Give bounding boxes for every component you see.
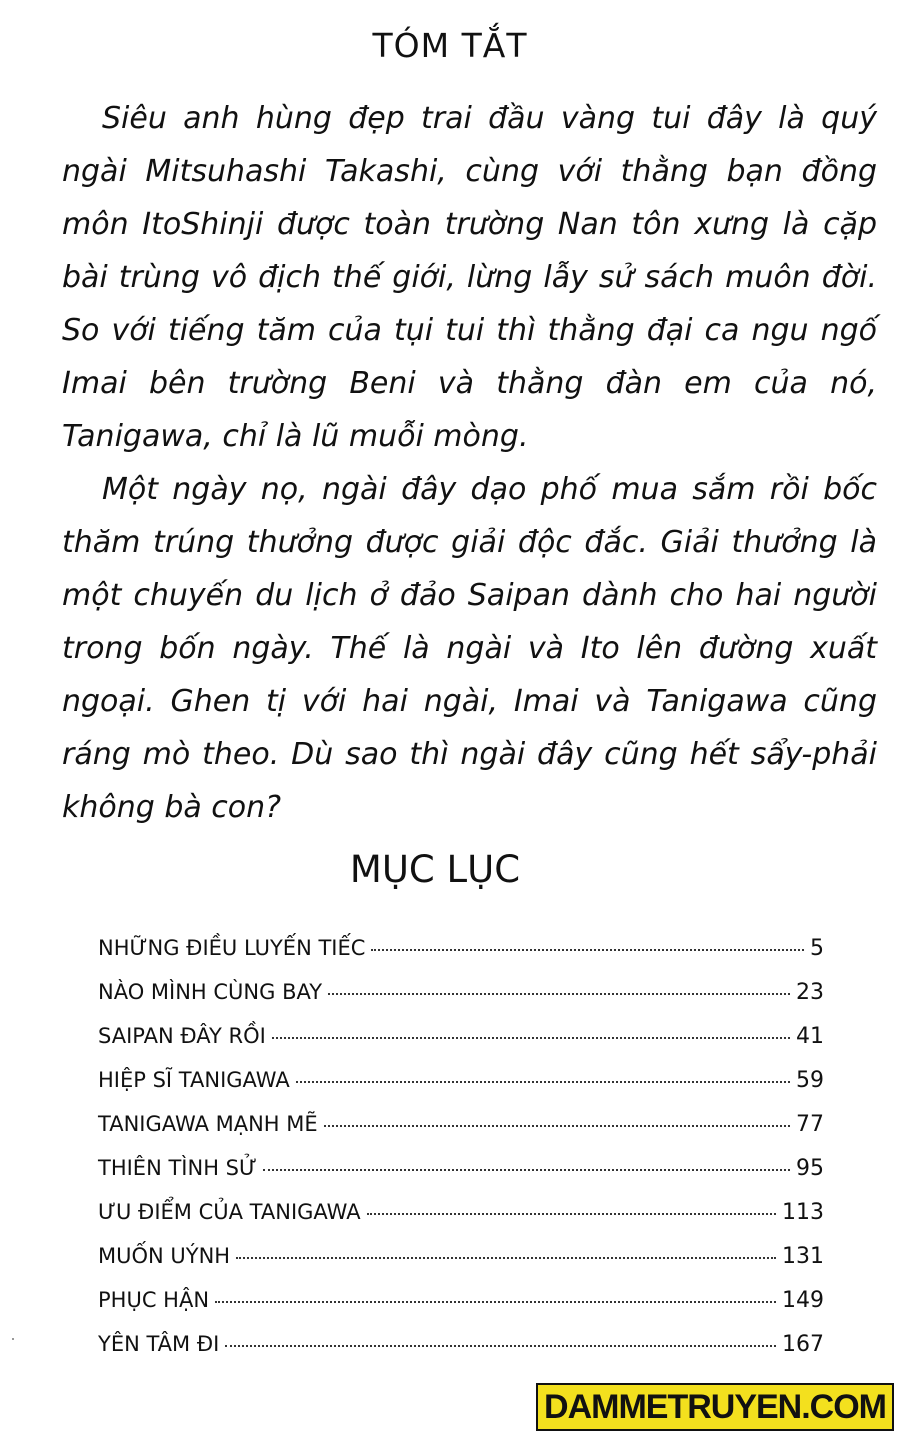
summary-paragraph-1: Siêu anh hùng đẹp trai đầu vàng tui đây là quý ngài Mitsuhashi Takashi, cùng với thằng bạn đồng môn ItoShinji được toàn trường Nan tôn xưng là cặp bài trùng vô địch thế giới, lừng lẫy sử sách muôn đời. So với tiếng tăm của tụi tui thì thằng đại ca ngu ngố Imai bên trường Beni và thằng đàn em của nó, Tanigawa, chỉ là lũ muỗi mòng. [62,101,877,454]
toc-leader-dots [236,1257,776,1259]
toc-entry-label: THIÊN TÌNH SỬ [98,1156,258,1180]
toc-entry-label: SAIPAN ĐÂY RỒI [98,1024,266,1048]
toc-entry-label: NHỮNG ĐIỀU LUYẾN TIẾC [98,936,366,960]
summary-text [62,92,877,834]
toc-leader-dots [367,1213,776,1215]
toc-entry [98,980,824,1024]
toc-leader-dots [215,1301,776,1303]
toc-entry [98,1068,824,1112]
toc-entry [98,936,824,980]
toc-title: MỤC LỤC [349,848,521,891]
site-watermark: DAMMETRUYEN.COM [536,1383,894,1431]
toc-leader-dots [324,1125,790,1127]
toc-entry-page: 77 [796,1112,824,1137]
toc-entry-label: YÊN TÂM ĐI [98,1332,220,1356]
summary-paragraph-2: Một ngày nọ, ngài đây dạo phố mua sắm rồi bốc thăm trúng thưởng được giải độc đắc. Giải thưởng là một chuyến du lịch ở đảo Saipan dành cho hai người trong bốn ngày. Thế là ngài và Ito lên đường xuất ngoại. Ghen tị với hai ngài, Imai và Tanigawa cũng ráng mò theo. Dù sao thì ngài đây cũng hết sẩy-phải không bà con? [62,472,877,825]
toc-entry-page: 149 [782,1288,824,1313]
toc-leader-dots [371,949,804,951]
toc-entry-page: 23 [796,980,824,1005]
toc-entry [98,1156,824,1200]
toc-entry-label: MUỐN UÝNH [98,1244,231,1268]
summary-title: TÓM TẮT [372,26,528,65]
toc-entry [98,1288,824,1332]
toc-leader-dots [272,1037,790,1039]
toc-entry-page: 131 [782,1244,824,1269]
table-of-contents [98,936,824,1376]
toc-entry-label: ƯU ĐIỂM CỦA TANIGAWA [98,1200,361,1224]
toc-entry-page: 95 [796,1156,824,1181]
toc-entry-label: NÀO MÌNH CÙNG BAY [98,980,323,1004]
toc-entry-page: 167 [782,1332,824,1357]
toc-entry-page: 41 [796,1024,824,1049]
toc-entry-label: PHỤC HẬN [98,1288,210,1312]
toc-entry [98,1244,824,1288]
toc-entry-page: 113 [782,1200,824,1225]
toc-leader-dots [263,1169,790,1171]
toc-entry [98,1024,824,1068]
toc-leader-dots [225,1345,776,1347]
toc-entry-page: 59 [796,1068,824,1093]
toc-leader-dots [296,1081,790,1083]
toc-entry [98,1112,824,1156]
toc-entry [98,1332,824,1376]
toc-entry-label: HIỆP SĨ TANIGAWA [98,1068,290,1092]
toc-entry-label: TANIGAWA MẠNH MẼ [98,1112,318,1136]
toc-entry-page: 5 [810,936,824,961]
margin-speck [12,1338,14,1340]
toc-leader-dots [328,993,790,995]
toc-entry [98,1200,824,1244]
